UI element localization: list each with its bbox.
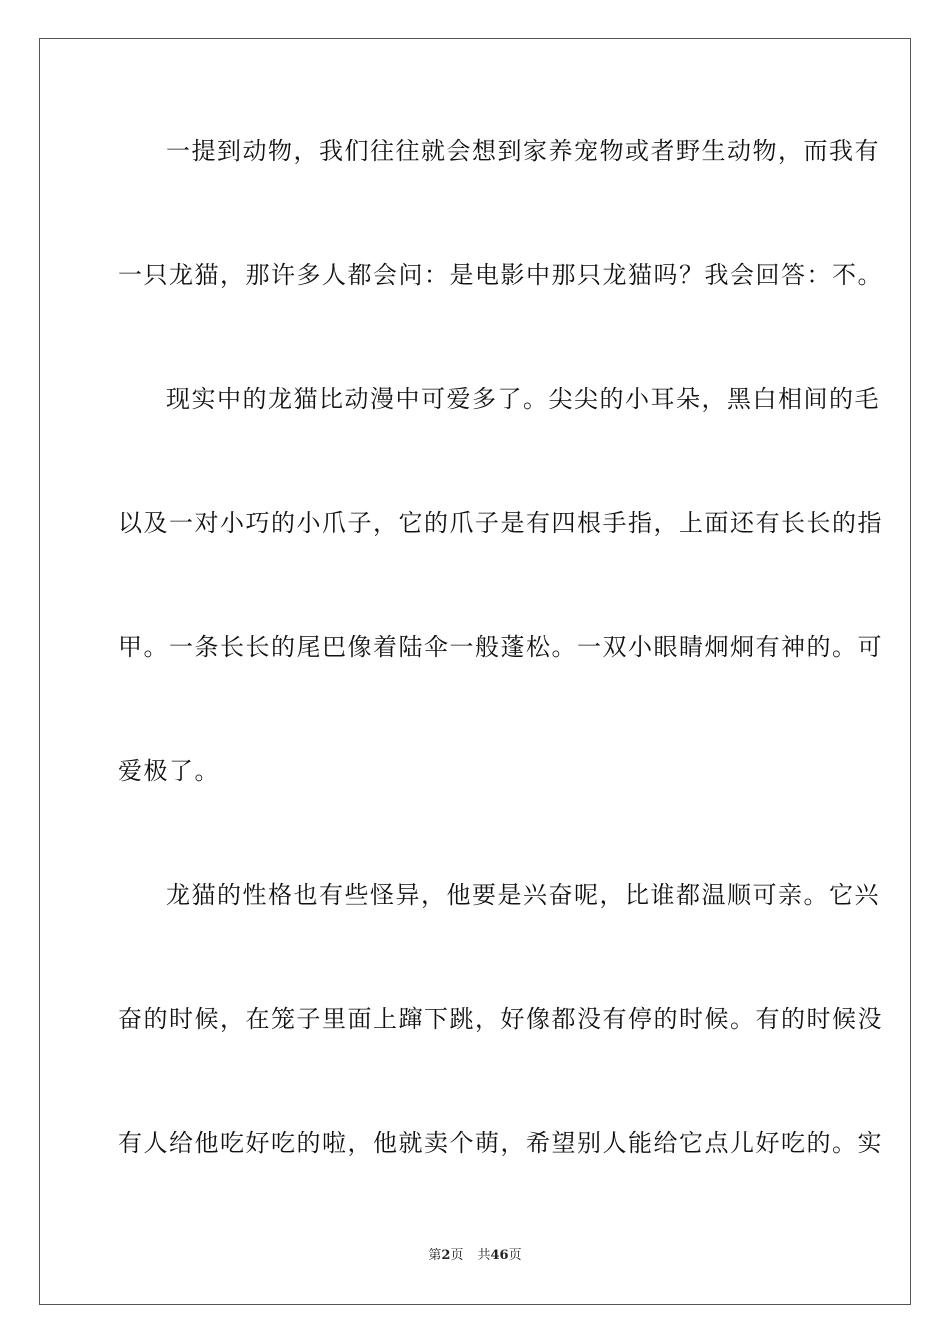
text-line: 爱极了。 bbox=[118, 757, 220, 785]
page-footer bbox=[0, 1247, 950, 1265]
footer-total-prefix: 共 bbox=[477, 1248, 491, 1263]
footer-page-suffix: 页 bbox=[450, 1248, 464, 1263]
footer-total-pages: 46 bbox=[490, 1248, 509, 1263]
page-border bbox=[39, 38, 911, 1305]
text-line: 有人给他吃好吃的啦，他就卖个萌，希望别人能给它点儿好吃的。实 bbox=[118, 1129, 883, 1157]
footer-total-suffix: 页 bbox=[508, 1248, 522, 1263]
text-line: 现实中的龙猫比动漫中可爱多了。尖尖的小耳朵，黑白相间的毛 bbox=[166, 385, 880, 413]
footer-page-number: 2 bbox=[441, 1248, 451, 1263]
text-line: 甲。一条长长的尾巴像着陆伞一般蓬松。一双小眼睛炯炯有神的。可 bbox=[118, 633, 883, 661]
text-line: 一提到动物，我们往往就会想到家养宠物或者野生动物，而我有 bbox=[166, 137, 880, 165]
text-line: 一只龙猫，那许多人都会问：是电影中那只龙猫吗？我会回答：不。 bbox=[118, 261, 883, 289]
footer-page-prefix: 第 bbox=[428, 1248, 442, 1263]
text-line: 以及一对小巧的小爪子，它的爪子是有四根手指，上面还有长长的指 bbox=[118, 509, 883, 537]
text-line: 龙猫的性格也有些怪异，他要是兴奋呢，比谁都温顺可亲。它兴 bbox=[166, 881, 880, 909]
text-line: 奋的时候，在笼子里面上蹿下跳，好像都没有停的时候。有的时候没 bbox=[118, 1005, 883, 1033]
